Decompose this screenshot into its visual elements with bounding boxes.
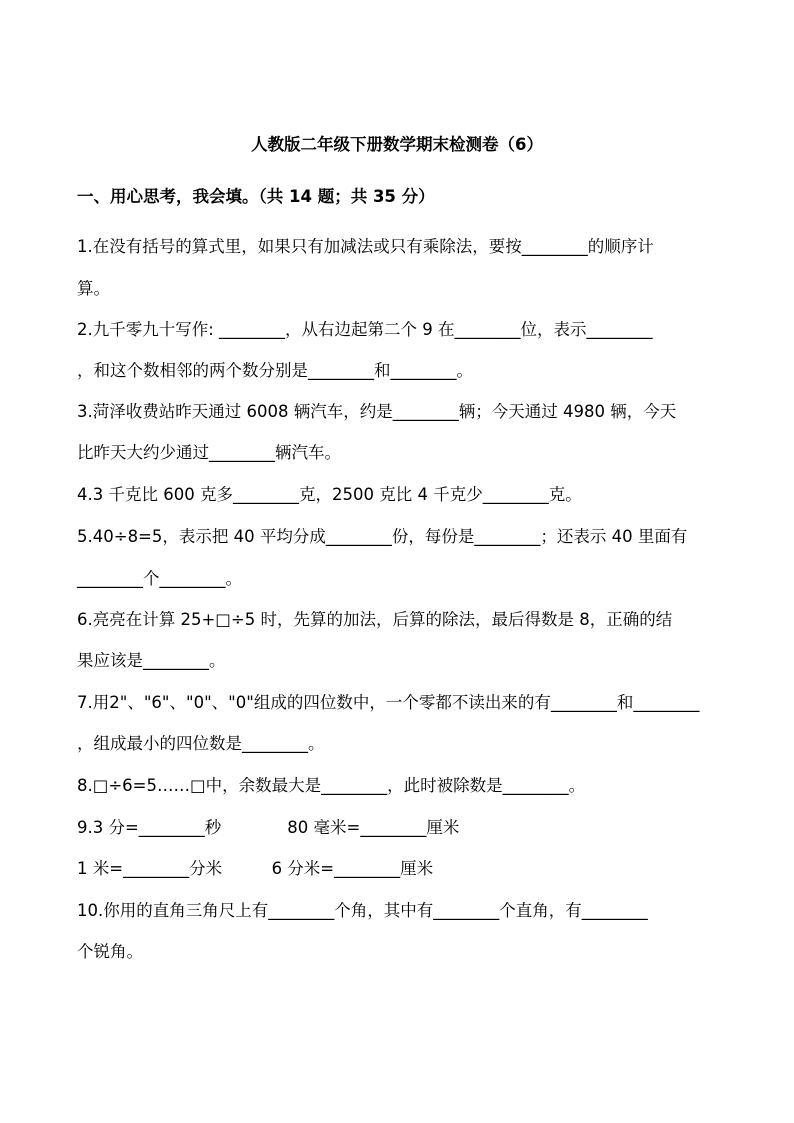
- question-1-line-2: 算。: [77, 279, 110, 298]
- question-6-line-1: 6.亮亮在计算 25+□÷5 时，先算的加法，后算的除法，最后得数是 8，正确的结: [77, 610, 673, 629]
- question-7-line-2: ，组成最小的四位数是________。: [77, 734, 325, 753]
- question-8: 8.□÷6=5……□中，余数最大是________，此时被除数是________。: [77, 776, 586, 795]
- question-10-line-2: 个锐角。: [77, 942, 143, 961]
- question-5-line-1: 5.40÷8=5，表示把 40 平均分成________份，每份是________；还表示 40 里面有: [77, 527, 688, 546]
- question-3-line-1: 3.菏泽收费站昨天通过 6008 辆汽车，约是________辆；今天通过 4980 辆，今天: [77, 402, 677, 421]
- question-4: 4.3 千克比 600 克多________克，2500 克比 4 千克少________克。: [77, 485, 582, 504]
- question-2-line-1: 2.九千零九十写作: ________，从右边起第二个 9 在________位，表示________: [77, 320, 653, 339]
- question-3-line-2: 比昨天大约少通过________辆汽车。: [77, 443, 341, 462]
- question-9-line-2: 1 米=________分米 6 分米=________厘米: [77, 859, 434, 878]
- question-6-line-2: 果应该是________。: [77, 651, 226, 670]
- question-7-line-1: 7.用2"、"6"、"0"、"0"组成的四位数中，一个零都不读出来的有________和________: [77, 693, 700, 712]
- question-9-line-1: 9.3 分=________秒 80 毫米=________厘米: [77, 818, 460, 837]
- question-2-line-2: ，和这个数相邻的两个数分别是________和________。: [77, 361, 473, 380]
- question-5-line-2: ________个________。: [77, 569, 242, 588]
- page-title: 人教版二年级下册数学期末检测卷（6）: [251, 135, 543, 154]
- section-heading: 一、用心思考，我会填。（共 14 题；共 35 分）: [77, 187, 435, 206]
- question-1-line-1: 1.在没有括号的算式里，如果只有加减法或只有乘除法，要按________的顺序计: [77, 237, 654, 256]
- question-10-line-1: 10.你用的直角三角尺上有________个角，其中有________个直角，有________: [77, 901, 648, 920]
